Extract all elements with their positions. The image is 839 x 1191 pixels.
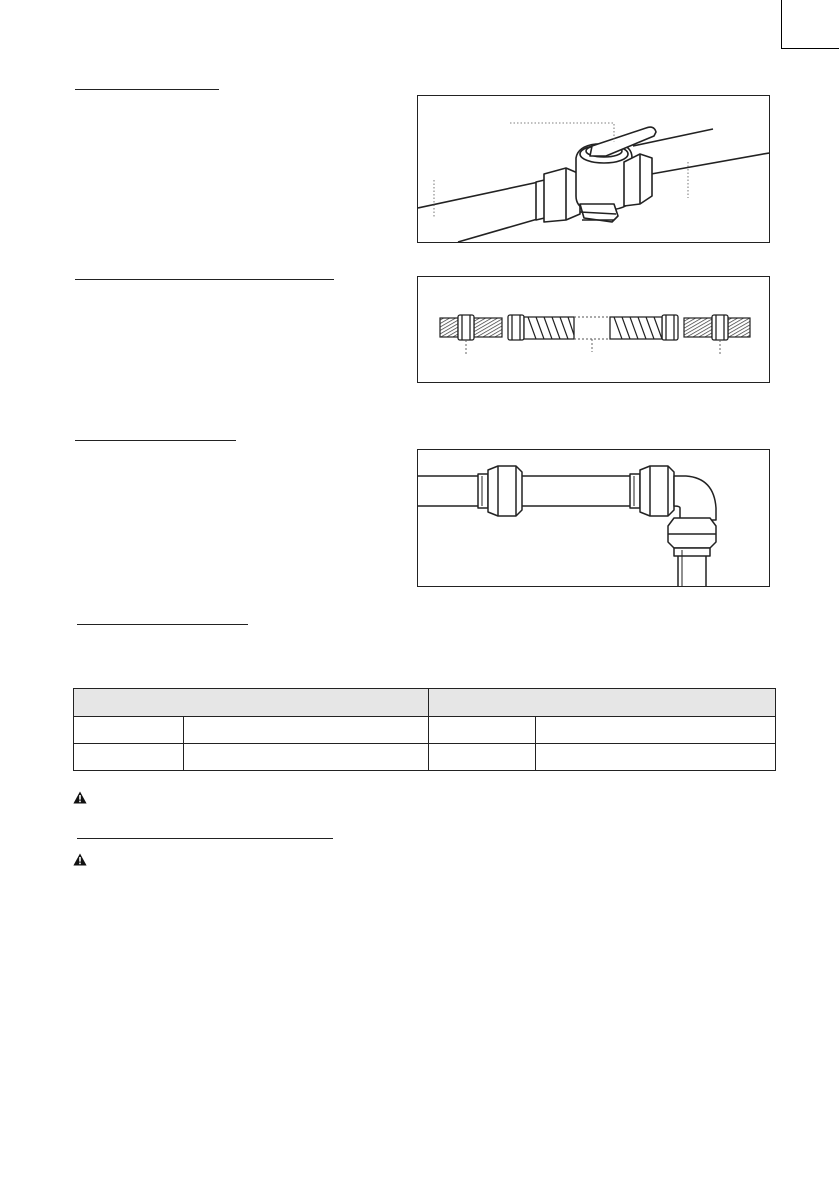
table-cell (184, 717, 429, 744)
crop-mark-horizontal (781, 48, 839, 49)
rigid-pipe-union-figure (417, 449, 770, 587)
gas-shutoff-valve-drawing (418, 96, 769, 242)
section-heading-2-rule (75, 279, 334, 280)
table-header-cell (74, 689, 429, 717)
warning-triangle-icon (73, 853, 87, 866)
table-row (74, 744, 776, 771)
table-cell (429, 717, 536, 744)
rigid-pipe-union-drawing (418, 450, 769, 586)
warning-triangle-icon (73, 791, 87, 804)
section-heading-4-rule (77, 624, 248, 625)
table-row (74, 717, 776, 744)
crop-mark-vertical (781, 0, 782, 48)
section-heading-1-rule (75, 89, 219, 90)
table-cell (429, 744, 536, 771)
table-cell (74, 744, 184, 771)
spec-table (73, 688, 776, 771)
section-heading-3-rule (75, 440, 236, 441)
flexible-gas-connector-drawing (418, 277, 769, 382)
table-header-cell (429, 689, 776, 717)
table-cell (184, 744, 429, 771)
flexible-gas-connector-figure (417, 276, 770, 383)
table-cell (74, 717, 184, 744)
section-heading-5-rule (77, 838, 333, 839)
table-cell (536, 717, 776, 744)
gas-shutoff-valve-figure (417, 95, 770, 243)
table-header-row (74, 689, 776, 717)
table-cell (536, 744, 776, 771)
